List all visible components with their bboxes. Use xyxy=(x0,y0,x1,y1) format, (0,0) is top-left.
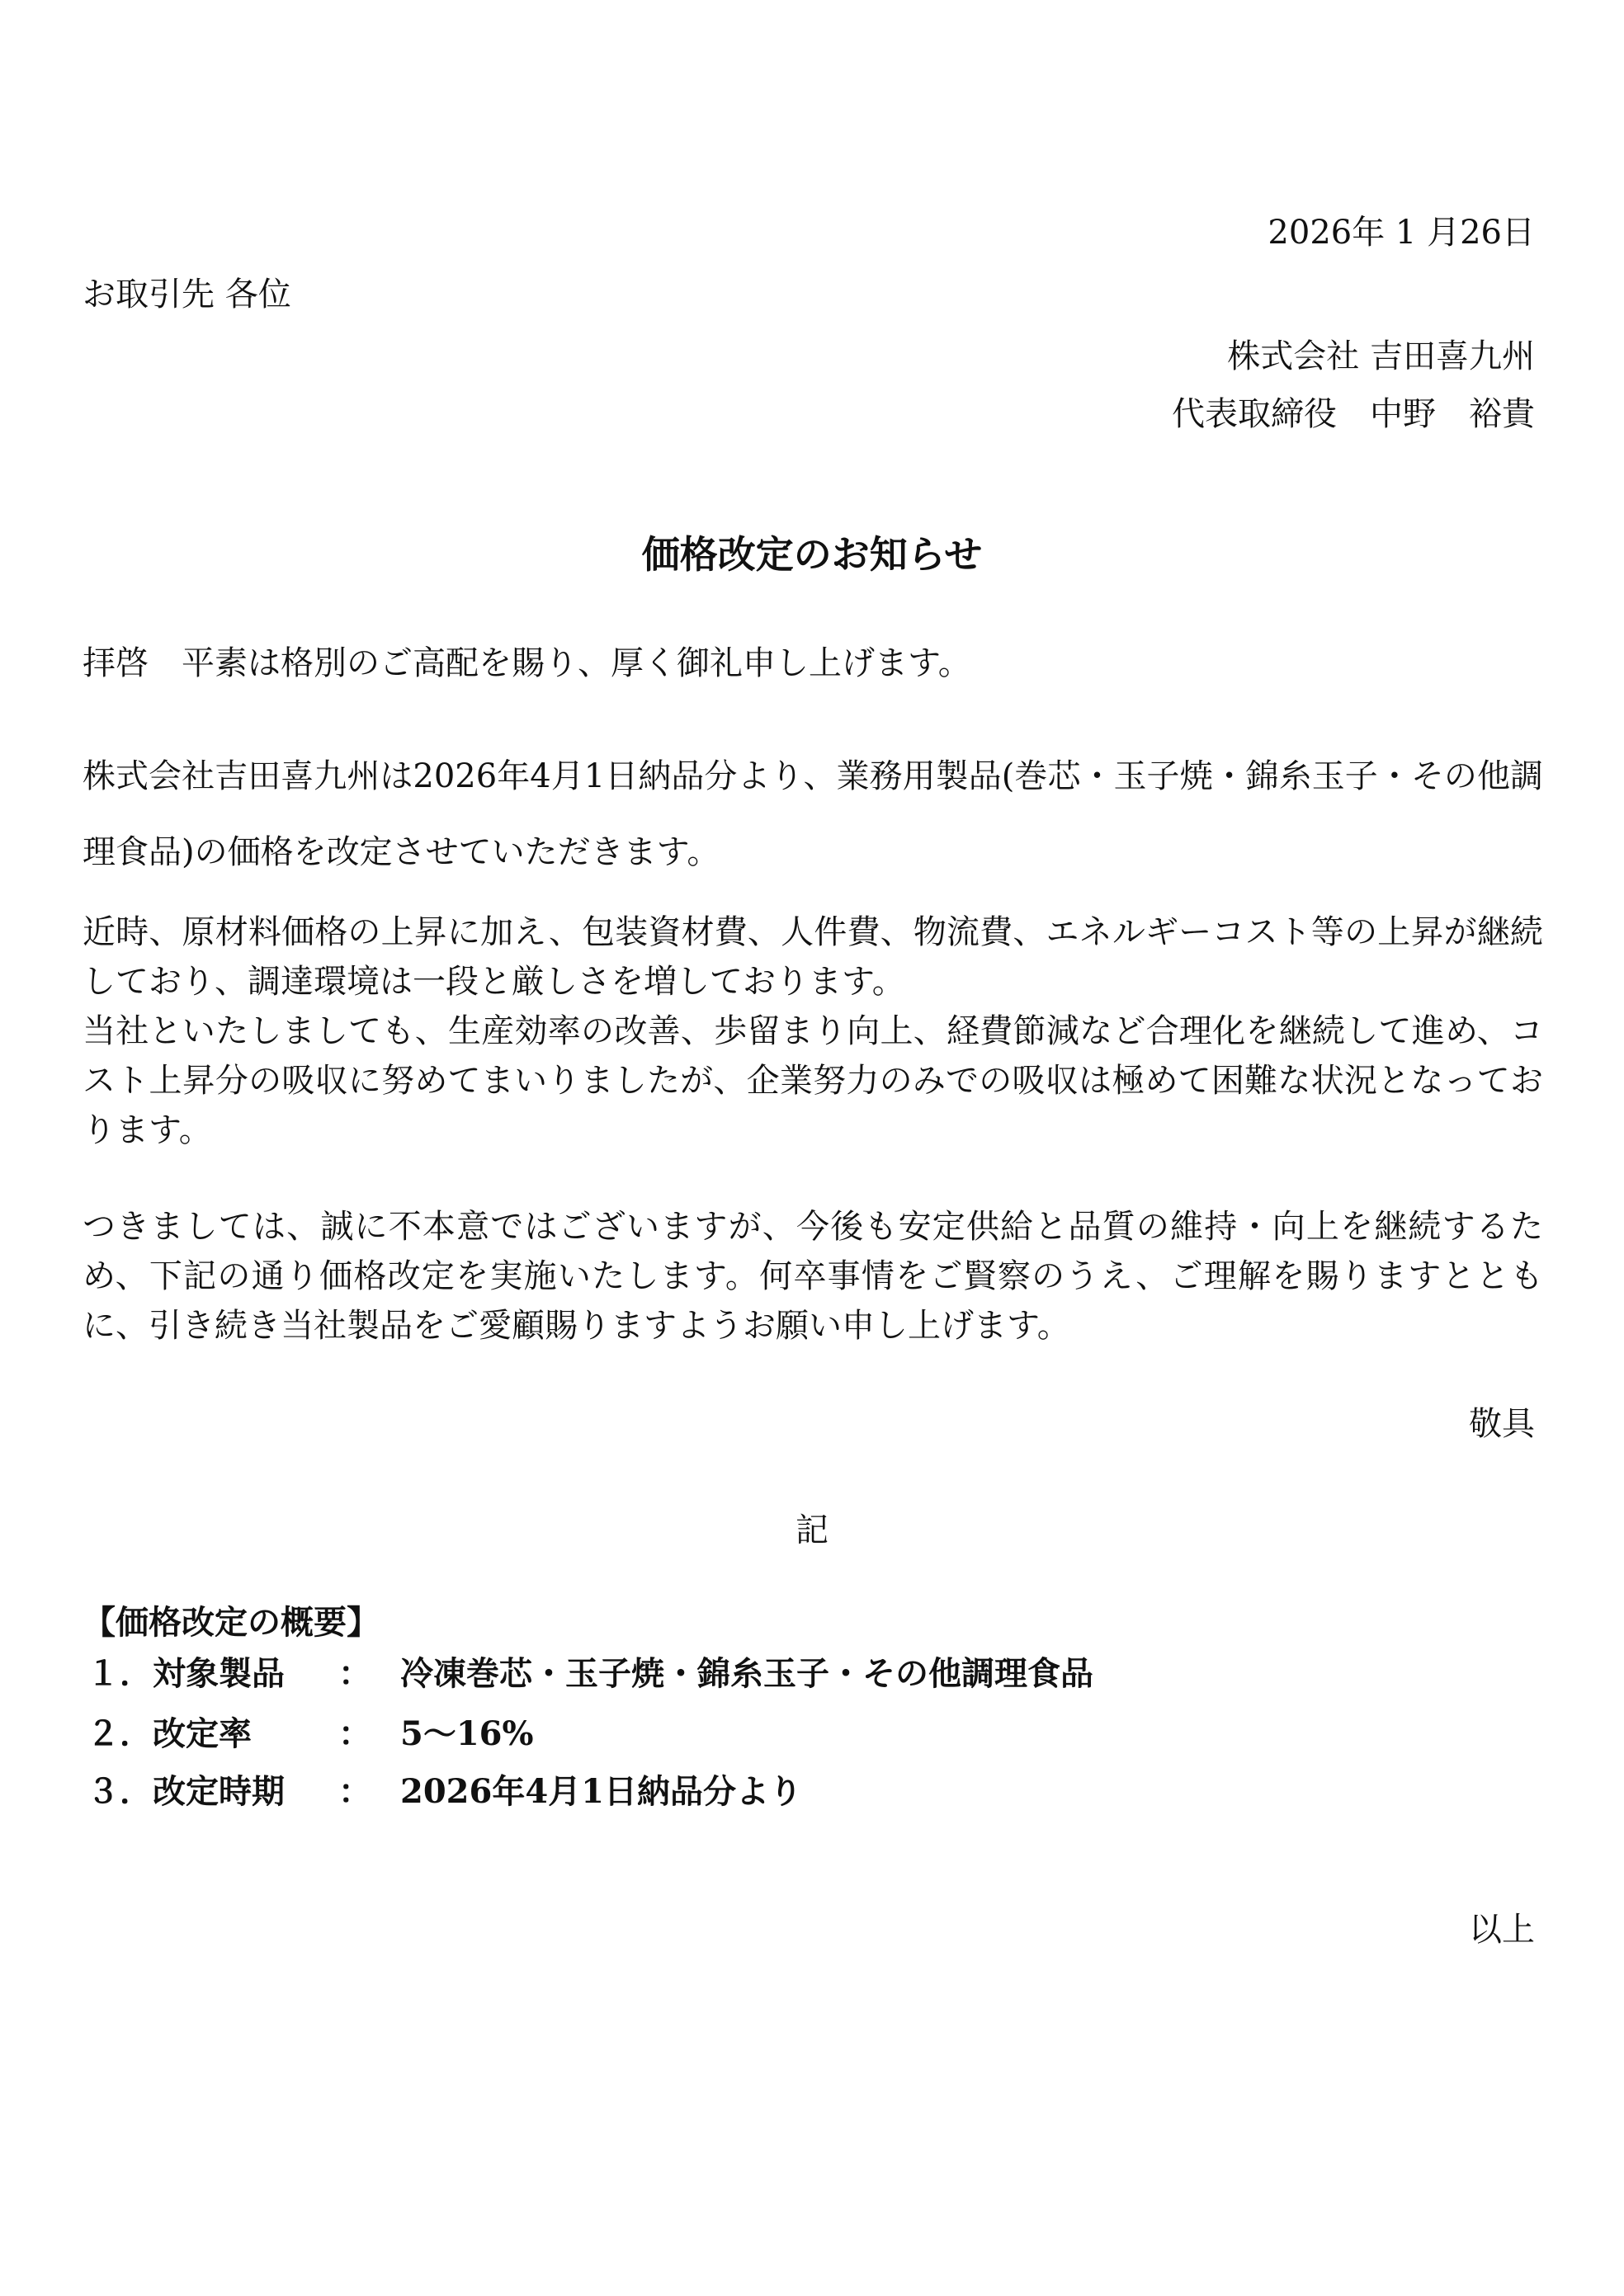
paragraph-background: 近時、原材料価格の上昇に加え、包装資材費、人件費、物流費、エネルギーコスト等の上昇が継続しており、調達環境は一段と厳しさを増しております。 当社といたしましても、生産効率の改善、歩留まり向上、経費節減など合理化を継続して進め、コスト上昇分の吸収に努めてまいりましたが、企業努力のみでの吸収は極めて困難な状況となっております。 xyxy=(83,913,1543,1149)
letter-date: 2026年 1 月26日 xyxy=(1268,214,1535,252)
ki-mark: 記 xyxy=(795,1511,829,1549)
end-mark: 以上 xyxy=(1469,1911,1535,1949)
summary-item-number: ３． xyxy=(87,1772,153,1811)
summary-item-colon: ： xyxy=(338,1772,371,1811)
addressee: お取引先 各位 xyxy=(83,276,291,314)
summary-item-value: 冷凍巻芯・玉子焼・錦糸玉子・その他調理食品 xyxy=(400,1654,1093,1693)
summary-item-colon: ： xyxy=(338,1654,371,1693)
summary-item-key: 対象製品 xyxy=(153,1654,285,1693)
paragraph-announcement: 株式会社吉田喜九州は2026年4月1日納品分より、業務用製品(巻芯・玉子焼・錦糸玉子・その他調理食品)の価格を改定させていただきます。 xyxy=(83,757,1543,871)
paragraph-request: つきましては、誠に不本意ではございますが、今後も安定供給と品質の維持・向上を継続するため、下記の通り価格改定を実施いたします。何卒事情をご賢察のうえ、ご理解を賜りますとともに、引き続き当社製品をご愛顧賜りますようお願い申し上げます。 xyxy=(83,1208,1543,1345)
summary-item-timing xyxy=(87,1766,802,1813)
summary-item-value: 5〜16% xyxy=(400,1714,534,1753)
sender-company: 株式会社 吉田喜九州 xyxy=(1227,337,1535,375)
greeting: 拝啓 平素は格別のご高配を賜り、厚く御礼申し上げます。 xyxy=(83,644,971,682)
summary-item-key: 改定率 xyxy=(153,1714,252,1753)
closing-keigu: 敬具 xyxy=(1469,1405,1535,1443)
summary-item-number: １． xyxy=(87,1654,153,1693)
summary-item-number: ２． xyxy=(87,1714,153,1753)
summary-item-products xyxy=(87,1648,1093,1695)
summary-item-colon: ： xyxy=(338,1714,371,1753)
document-title: 価格改定のお知らせ xyxy=(641,532,983,577)
summary-item-rate xyxy=(87,1708,534,1755)
summary-heading: 【価格改定の概要】 xyxy=(83,1603,380,1642)
summary-item-key: 改定時期 xyxy=(153,1772,285,1811)
summary-item-value: 2026年4月1日納品分より xyxy=(400,1772,802,1811)
sender-representative: 代表取締役 中野 裕貴 xyxy=(1172,395,1535,433)
